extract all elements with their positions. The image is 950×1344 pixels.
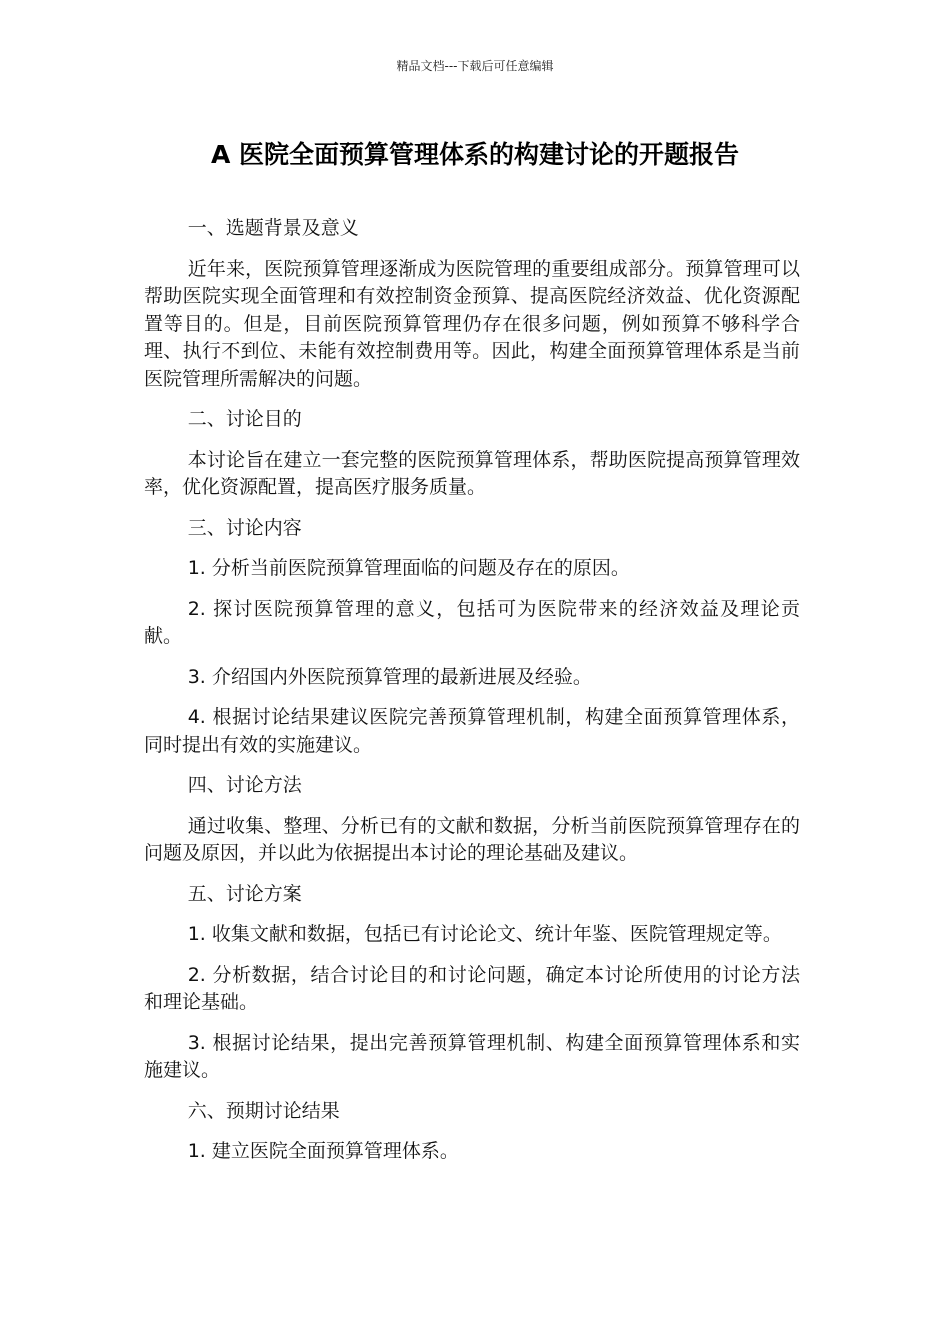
plan-item-3: 3. 根据讨论结果，提出完善预算管理机制、构建全面预算管理体系和实施建议。 xyxy=(144,1031,800,1081)
header-note: 精品文档---下载后可任意编辑 xyxy=(396,59,554,73)
paragraph-method: 通过收集、整理、分析已有的文献和数据，分析当前医院预算管理存在的问题及原因，并以此为依据提出本讨论的理论基础及建议。 xyxy=(144,814,800,864)
section-heading-plan: 五、讨论方案 xyxy=(187,882,302,905)
content-item-3: 3. 介绍国内外医院预算管理的最新进展及经验。 xyxy=(187,665,592,688)
plan-item-2: 2. 分析数据，结合讨论目的和讨论问题，确定本讨论所使用的讨论方法和理论基础。 xyxy=(144,963,800,1013)
content-item-4: 4. 根据讨论结果建议医院完善预算管理机制，构建全面预算管理体系，同时提出有效的实施建议。 xyxy=(144,706,800,756)
document-body xyxy=(144,215,800,1179)
section-heading-content: 三、讨论内容 xyxy=(187,516,302,539)
content-item-1: 1. 分析当前医院预算管理面临的问题及存在的原因。 xyxy=(187,557,630,579)
section-heading-expected-results: 六、预期讨论结果 xyxy=(187,1099,340,1122)
content-item-2: 2. 探讨医院预算管理的意义，包括可为医院带来的经济效益及理论贡献。 xyxy=(144,597,800,647)
section-heading-objective: 二、讨论目的 xyxy=(187,408,302,430)
plan-item-1: 1. 收集文献和数据，包括已有讨论论文、统计年鉴、医院管理规定等。 xyxy=(187,923,782,945)
section-heading-method: 四、讨论方法 xyxy=(187,774,302,796)
paragraph-objective: 本讨论旨在建立一套完整的医院预算管理体系，帮助医院提高预算管理效率，优化资源配置，提高医疗服务质量。 xyxy=(144,448,800,498)
document-title: A 医院全面预算管理体系的构建讨论的开题报告 xyxy=(210,140,740,169)
section-heading-background: 一、选题背景及意义 xyxy=(187,217,359,239)
expected-result-item-1: 1. 建立医院全面预算管理体系。 xyxy=(187,1140,459,1162)
paragraph-background: 近年来，医院预算管理逐渐成为医院管理的重要组成部分。预算管理可以帮助医院实现全面管理和有效控制资金预算、提高医院经济效益、优化资源配置等目的。但是，目前医院预算管理仍存在很多问题，例如预算不够科学合理、执行不到位、未能有效控制费用等。因此，构建全面预算管理体系是当前医院管理所需解决的问题。 xyxy=(144,257,800,390)
